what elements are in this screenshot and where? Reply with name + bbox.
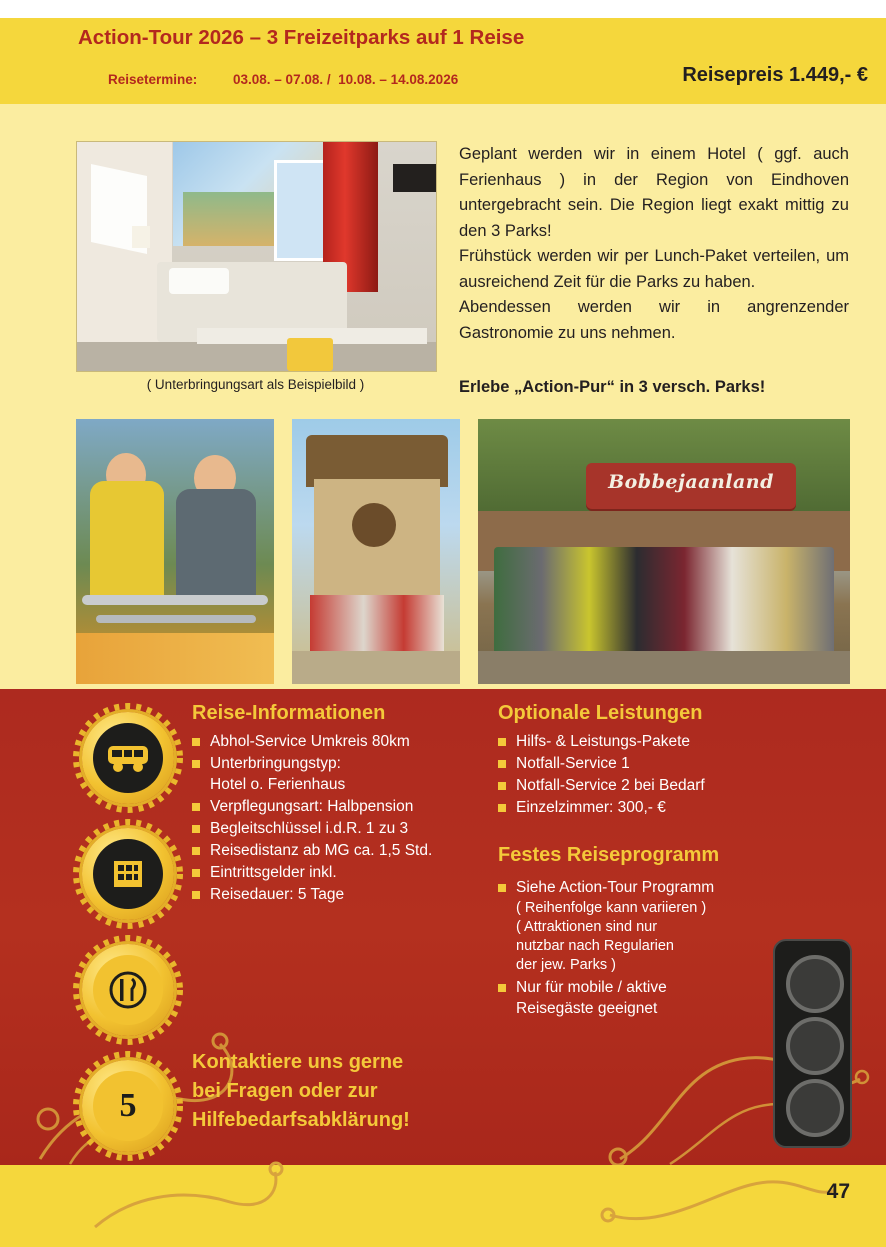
- list-item: Einzelzimmer: 300,- €: [498, 797, 798, 818]
- medal-center: [93, 955, 163, 1025]
- list-item: [192, 753, 482, 795]
- contact-line-3: Hilfebedarfsabklärung!: [192, 1109, 410, 1131]
- list-item-line2: Reisegäste geeignet: [516, 1000, 658, 1017]
- medal-center: [93, 1071, 163, 1141]
- intro-paragraph-2: Frühstück werden wir per Lunch-Paket verteilen, um ausreichend Zeit für die Parks zu haben.: [459, 247, 849, 291]
- footer-swirl-left: [90, 1157, 290, 1237]
- list-item: Begleitschlüssel i.d.R. 1 zu 3: [192, 818, 482, 839]
- travel-dates-label: Reisetermine:: [108, 72, 198, 87]
- page-number: 47: [826, 1180, 850, 1203]
- optional-services-list: [498, 731, 798, 818]
- footer-band: [0, 1165, 886, 1247]
- cutlery-glyph: [108, 970, 148, 1010]
- page-title: Action-Tour 2026 – 3 Freizeitparks auf 1 Reise: [78, 26, 525, 49]
- travel-dates-value: 03.08. – 07.08. / 10.08. – 14.08.2026: [233, 72, 459, 87]
- cutlery-icon: [82, 944, 174, 1036]
- photo-pillow: [169, 268, 229, 294]
- travel-information-block: [192, 702, 482, 906]
- list-item: Notfall-Service 1: [498, 753, 798, 774]
- park-sign-text: Bobbejaanland: [608, 471, 774, 493]
- ride-photo: [76, 419, 274, 684]
- program-note-2: ( Attraktionen sind nur: [516, 919, 658, 935]
- program-note-3: nutzbar nach Regularien: [516, 938, 674, 954]
- contact-line-1: Kontaktiere uns gerne: [192, 1051, 404, 1073]
- program-list: [498, 877, 798, 898]
- duration-icon: [82, 1060, 174, 1152]
- traffic-light-lamp-bottom: [786, 1079, 844, 1137]
- person-body: [176, 489, 256, 604]
- list-item: Notfall-Service 2 bei Bedarf: [498, 775, 798, 796]
- photo-chair: [287, 338, 333, 371]
- travel-information-heading: Reise-Informationen: [192, 702, 386, 724]
- safety-bar: [96, 615, 256, 623]
- building-icon: [82, 828, 174, 920]
- optional-services-heading: Optionale Leistungen: [498, 702, 703, 724]
- intro-paragraph-1: Geplant werden wir in einem Hotel ( ggf. auch Ferienhaus ) in der Region von Eindhoven untergebracht sein. Die Region liegt exakt mittig zu den 3 Parks!: [459, 145, 849, 240]
- photo-floor: [77, 342, 436, 371]
- medal-center: [93, 839, 163, 909]
- person-body: [90, 481, 164, 601]
- list-item: Siehe Action-Tour Programm: [498, 877, 798, 898]
- list-item: Verpflegungsart: Halbpension: [192, 796, 482, 817]
- ground: [292, 651, 460, 684]
- hotel-room-photo: [76, 141, 437, 372]
- bus-icon: [82, 712, 174, 804]
- park-sign: [586, 463, 796, 509]
- travel-information-list: [192, 731, 482, 905]
- list-item-line1: Nur für mobile / aktive: [516, 979, 667, 996]
- building-glyph: [110, 857, 146, 891]
- list-item: Hilfs- & Leistungs-Pakete: [498, 731, 798, 752]
- ride-floor: [76, 633, 274, 684]
- group-photo: [478, 419, 850, 684]
- traffic-light-lamp-top: [786, 955, 844, 1013]
- traffic-light-icon: [773, 939, 852, 1148]
- intro-paragraph-3: Abendessen werden wir in angrenzender Gastronomie zu uns nehmen.: [459, 298, 849, 342]
- program-note-4: der jew. Parks ): [516, 957, 616, 973]
- optional-services-block: [498, 702, 798, 1020]
- safety-bar: [82, 595, 268, 605]
- intro-highlight: Erlebe „Action-Pur“ in 3 versch. Parks!: [459, 378, 766, 396]
- traffic-light-lamp-middle: [786, 1017, 844, 1075]
- photo-lamp: [132, 226, 150, 248]
- building-clock: [352, 503, 396, 547]
- header-band: [0, 18, 886, 104]
- photo-tv: [393, 164, 437, 192]
- park-building-photo: [292, 419, 460, 684]
- intro-text: [459, 142, 849, 346]
- list-item: [498, 977, 798, 1019]
- program-note-1: ( Reihenfolge kann variieren ): [516, 900, 707, 916]
- price-label: Reisepreis 1.449,- €: [682, 64, 868, 86]
- ground: [478, 651, 850, 684]
- footer-swirl-right: [600, 1155, 840, 1235]
- list-item-line2: Hotel o. Ferienhaus: [210, 776, 346, 793]
- people-group: [310, 595, 444, 657]
- list-item: Reisedistanz ab MG ca. 1,5 Std.: [192, 840, 482, 861]
- list-item: Reisedauer: 5 Tage: [192, 884, 482, 905]
- duration-number: 5: [119, 1087, 137, 1124]
- contact-line-2: bei Fragen oder zur: [192, 1080, 378, 1102]
- photo-caption: ( Unterbringungsart als Beispielbild ): [146, 377, 365, 392]
- medal-center: [93, 723, 163, 793]
- program-list-2: [498, 977, 798, 1019]
- bus-glyph: [105, 743, 151, 773]
- program-heading: Festes Reiseprogramm: [498, 844, 720, 866]
- contact-callout: [192, 1048, 492, 1135]
- list-item: Eintrittsgelder inkl.: [192, 862, 482, 883]
- list-item-line1: Unterbringungstyp:: [210, 755, 341, 772]
- list-item: Abhol-Service Umkreis 80km: [192, 731, 482, 752]
- group-of-travellers: [494, 547, 834, 657]
